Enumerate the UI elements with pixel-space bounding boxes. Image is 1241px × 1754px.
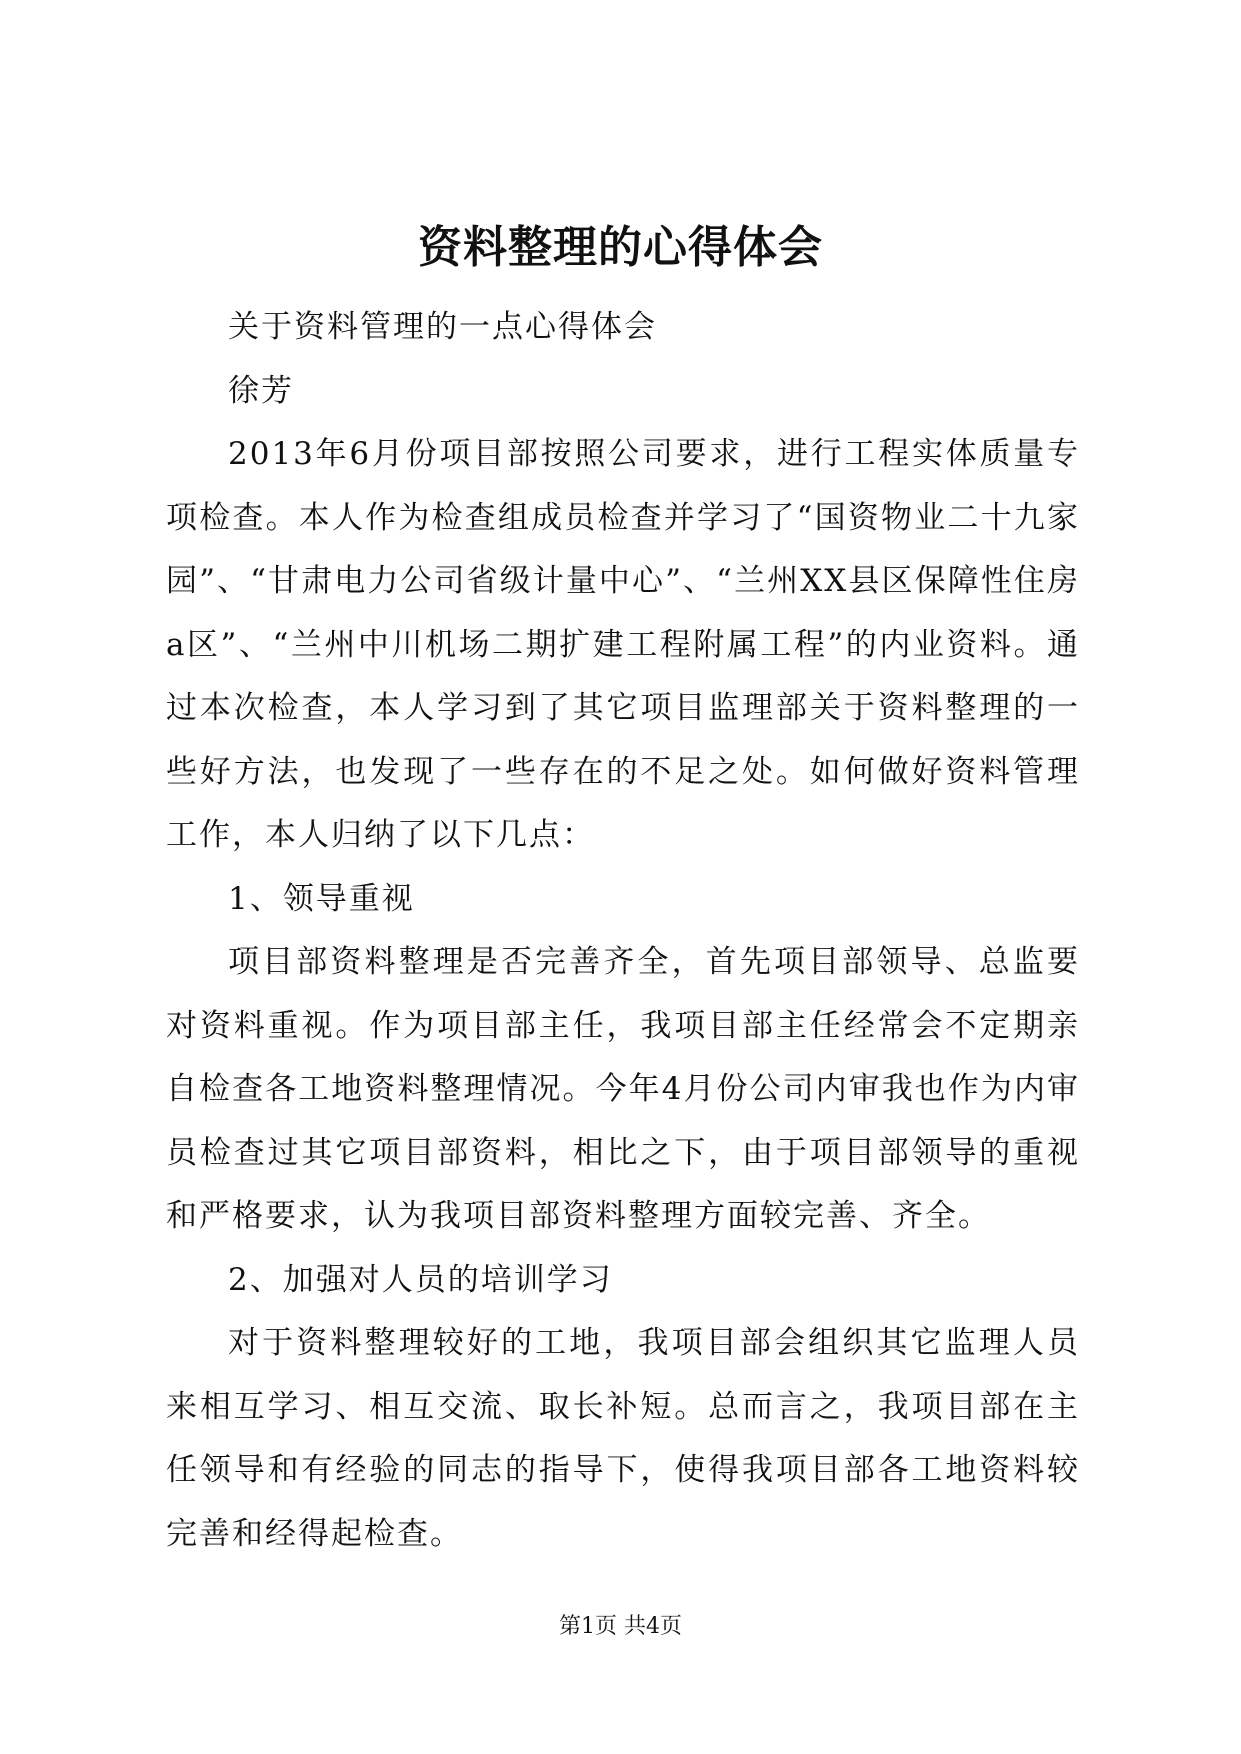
section-paragraph-1: 项目部资料整理是否完善齐全，首先项目部领导、总监要对资料重视。作为项目部主任，我项目部主任经常会不定期亲自检查各工地资料整理情况。今年4月份公司内审我也作为内审员检查过其它项目部资料，相比之下，由于项目部领导的重视和严格要求，认为我项目部资料整理方面较完善、齐全。 [166, 944, 1080, 1234]
page-footer: 第1页 共4页 [559, 1614, 682, 1639]
section-heading-1: 1、领导重视 [228, 880, 415, 917]
document-title: 资料整理的心得体会 [418, 222, 823, 273]
intro-paragraph: 2013年6月份项目部按照公司要求，进行工程实体质量专项检查。本人作为检查组成员检查并学习了“国资物业二十九家园”、“甘肃电力公司省级计量中心”、“兰州XX县区保障性住房a区”、“兰州中川机场二期扩建工程附属工程”的内业资料。通过本次检查，本人学习到了其它项目监理部关于资料整理的一些好方法，也发现了一些存在的不足之处。如何做好资料管理工作，本人归纳了以下几点： [166, 436, 1080, 853]
section-paragraph-2: 对于资料整理较好的工地，我项目部会组织其它监理人员来相互学习、相互交流、取长补短。总而言之，我项目部在主任领导和有经验的同志的指导下，使得我项目部各工地资料较完善和经得起检查。 [166, 1325, 1080, 1552]
subtitle-paragraph: 关于资料管理的一点心得体会 [228, 309, 657, 345]
document-body [166, 296, 1080, 1566]
author-paragraph: 徐芳 [228, 372, 294, 409]
section-heading-2: 2、加强对人员的培训学习 [228, 1261, 613, 1298]
